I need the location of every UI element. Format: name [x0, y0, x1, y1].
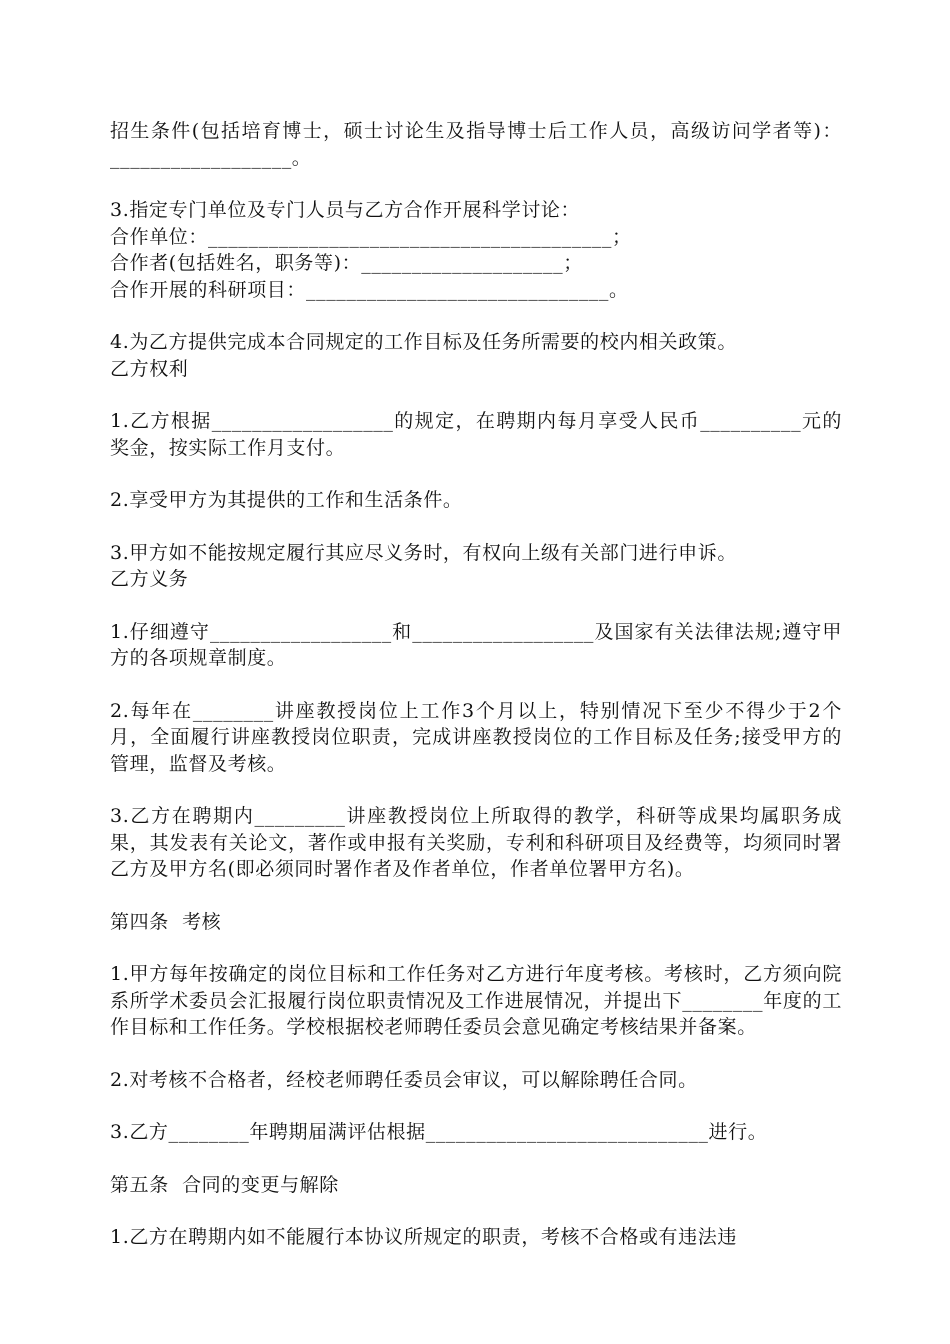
cooperation-unit-line: 合作单位：________________________________________；: [110, 225, 632, 248]
termination-item-1: 1.乙方在聘期内如不能履行本协议所规定的职责，考核不合格或有违法违: [110, 1226, 737, 1248]
policy-block: [110, 329, 842, 382]
rights-item-2: 2.享受甲方为其提供的工作和生活条件。: [110, 489, 463, 511]
assessment-item-3: 3.乙方________年聘期届满评估根据____________________________进行。: [110, 1121, 768, 1143]
enrollment-paragraph: 招生条件(包括培育博士，硕士讨论生及指导博士后工作人员，高级访问学者等)：__________________。: [110, 120, 842, 169]
article-5-heading: 第五条 合同的变更与解除: [110, 1173, 339, 1196]
cooperation-partner-line: 合作者(包括姓名，职务等)：____________________；: [110, 252, 583, 274]
assessment-item-1: 1.甲方每年按确定的岗位目标和工作任务对乙方进行年度考核。考核时，乙方须向院系所学术委员会汇报履行岗位职责情况及工作进展情况，并提出下________年度的工作目标和工作任务。学校根据校老师聘任委员会意见确定考核结果并备案。: [110, 963, 842, 1038]
cooperation-block: [110, 197, 842, 303]
policy-item: 4.为乙方提供完成本合同规定的工作目标及任务所需要的校内相关政策。: [110, 331, 737, 353]
duties-item-3: 3.乙方在聘期内_________讲座教授岗位上所取得的教学，科研等成果均属职务成果，其发表有关论文，著作或申报有关奖励，专利和科研项目及经费等，均须同时署乙方及甲方名(即必须同时署作者及作者单位，作者单位署甲方名)。: [110, 805, 842, 880]
rights-item-1: 1.乙方根据__________________的规定，在聘期内每月享受人民币__________元的奖金，按实际工作月支付。: [110, 410, 842, 459]
party-b-rights-heading: 乙方权利: [110, 357, 189, 380]
appeal-block: [110, 540, 842, 593]
party-b-duties-heading: 乙方义务: [110, 568, 189, 590]
cooperation-intro: 3.指定专门单位及专门人员与乙方合作开展科学讨论：: [110, 199, 581, 221]
cooperation-project-line: 合作开展的科研项目：______________________________。: [110, 278, 629, 301]
document-page: [110, 118, 842, 1277]
duties-item-2: 2.每年在________讲座教授岗位上工作3个月以上，特别情况下至少不得少于2个月，全面履行讲座教授岗位职责，完成讲座教授岗位的工作目标及任务;接受甲方的管理，监督及考核。: [110, 699, 842, 775]
article-4-heading: 第四条 考核: [110, 910, 222, 933]
duties-item-1: 1.仔细遵守__________________和__________________及国家有关法律法规;遵守甲方的各项规章制度。: [110, 620, 842, 669]
assessment-item-2: 2.对考核不合格者，经校老师聘任委员会审议，可以解除聘任合同。: [110, 1068, 698, 1091]
rights-item-3: 3.甲方如不能按规定履行其应尽义务时，有权向上级有关部门进行申诉。: [110, 541, 737, 564]
